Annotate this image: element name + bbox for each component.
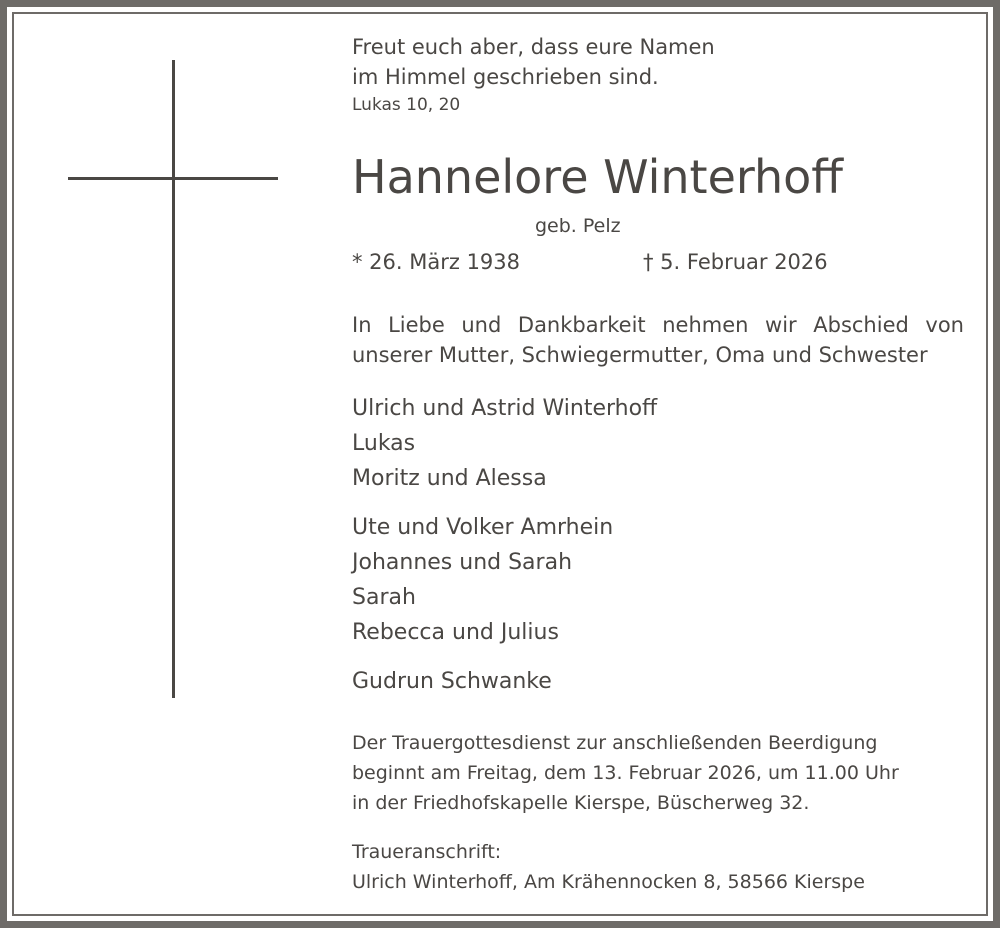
- death-date: † 5. Februar 2026: [643, 250, 828, 274]
- mourner: Lukas: [352, 431, 416, 456]
- address-label: Traueranschrift:: [352, 841, 502, 863]
- verse-line-2: im Himmel geschrieben sind.: [352, 65, 659, 89]
- address-value: Ulrich Winterhoff, Am Krähennocken 8, 58566 Kierspe: [352, 871, 865, 893]
- mourner: Gudrun Schwanke: [352, 669, 552, 694]
- cross-vertical-bar: [172, 60, 175, 698]
- mourner: Sarah: [352, 585, 416, 610]
- birth-date: * 26. März 1938: [352, 250, 521, 274]
- service-line-2: beginnt am Freitag, dem 13. Februar 2026, um 11.00 Uhr: [352, 762, 899, 784]
- verse-line-1: Freut euch aber, dass eure Namen: [352, 35, 715, 59]
- cross-horizontal-bar: [68, 177, 278, 180]
- mourner: Ute und Volker Amrhein: [352, 515, 614, 540]
- farewell-line-1: In Liebe und Dankbarkeit nehmen wir Abschied von: [352, 313, 964, 337]
- mourner: Rebecca und Julius: [352, 620, 559, 645]
- birth-name: geb. Pelz: [535, 215, 621, 237]
- mourner: Johannes und Sarah: [352, 550, 573, 575]
- mourner: Moritz und Alessa: [352, 466, 547, 491]
- farewell-line-2: unserer Mutter, Schwiegermutter, Oma und Schwester: [352, 343, 928, 367]
- mourner: Ulrich und Astrid Winterhoff: [352, 396, 658, 421]
- verse-reference: Lukas 10, 20: [352, 95, 461, 115]
- farewell-text: [352, 310, 964, 370]
- service-line-3: in der Friedhofskapelle Kierspe, Büscherweg 32.: [352, 792, 810, 814]
- service-line-1: Der Trauergottesdienst zur anschließenden Beerdigung: [352, 732, 878, 754]
- deceased-name: Hannelore Winterhoff: [352, 150, 843, 204]
